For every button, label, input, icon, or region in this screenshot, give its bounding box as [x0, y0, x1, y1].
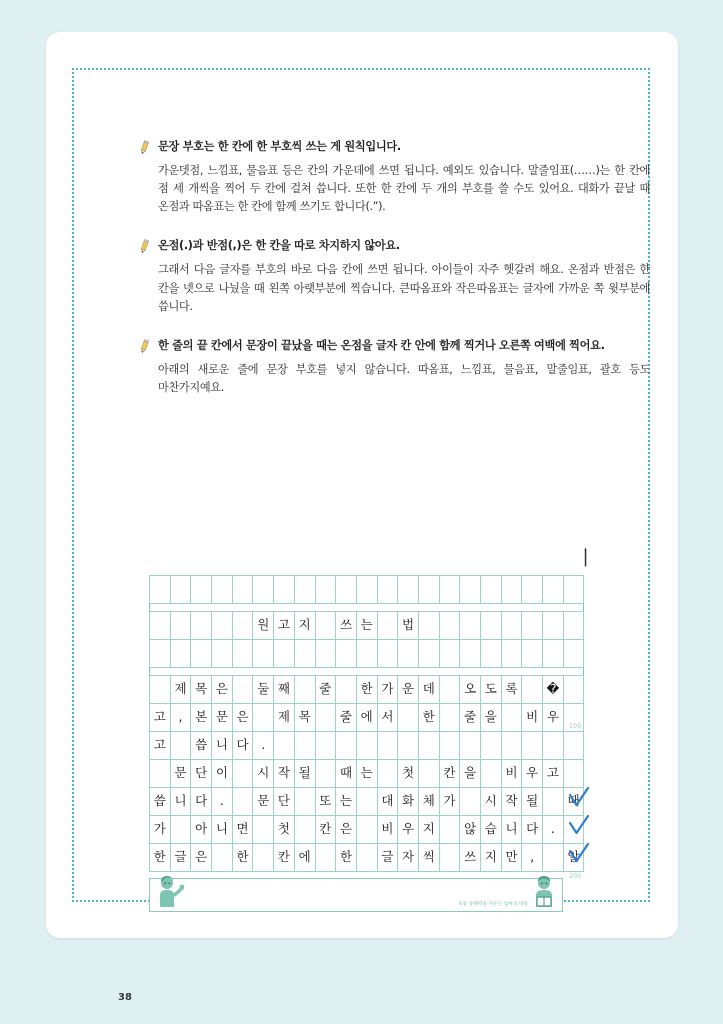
manuscript-cell[interactable]: 째 [274, 676, 295, 704]
manuscript-grid-area [149, 546, 594, 912]
manuscript-cell[interactable] [191, 612, 212, 640]
section-1-heading-row [138, 139, 650, 155]
manuscript-cell[interactable] [170, 816, 191, 844]
manuscript-cell[interactable] [418, 640, 439, 668]
manuscript-cell[interactable]: 다 [522, 816, 543, 844]
manuscript-cell[interactable] [315, 760, 336, 788]
manuscript-row-spacer [150, 668, 584, 676]
manuscript-cell[interactable] [150, 576, 171, 604]
manuscript-cell[interactable]: , [522, 844, 543, 872]
manuscript-cell[interactable] [418, 576, 439, 604]
manuscript-cell[interactable]: 서 [377, 704, 398, 732]
manuscript-cell[interactable]: 우 [543, 704, 564, 732]
manuscript-cell[interactable] [274, 640, 295, 668]
manuscript-cell[interactable] [501, 704, 522, 732]
manuscript-cell[interactable] [501, 612, 522, 640]
manuscript-cell[interactable]: 작 [274, 760, 295, 788]
manuscript-cell[interactable] [212, 640, 233, 668]
pencil-icon [138, 339, 151, 354]
manuscript-row [150, 788, 584, 816]
manuscript-cell[interactable] [150, 612, 171, 640]
ruler-marker: 100 [569, 723, 582, 730]
manuscript-cell[interactable]: 될 [522, 788, 543, 816]
manuscript-row [150, 732, 584, 760]
manuscript-cell[interactable]: 지 [481, 844, 502, 872]
manuscript-cell[interactable]: 만 [501, 844, 522, 872]
manuscript-cell[interactable]: 문 [212, 704, 233, 732]
manuscript-cell[interactable] [294, 640, 315, 668]
manuscript-cell[interactable]: 제 [170, 676, 191, 704]
manuscript-cell[interactable] [460, 576, 481, 604]
manuscript-cell[interactable]: 씁 [150, 788, 171, 816]
manuscript-cell[interactable]: 운 [398, 676, 419, 704]
manuscript-cell[interactable]: 둘 [253, 676, 274, 704]
manuscript-cell[interactable] [315, 640, 336, 668]
manuscript-cell[interactable] [418, 760, 439, 788]
manuscript-cell[interactable] [212, 612, 233, 640]
manuscript-cell[interactable] [232, 576, 253, 604]
manuscript-cell[interactable] [481, 612, 502, 640]
manuscript-cell[interactable] [356, 640, 377, 668]
manuscript-cell[interactable] [460, 640, 481, 668]
manuscript-cell[interactable] [315, 576, 336, 604]
manuscript-cell[interactable] [336, 732, 357, 760]
manuscript-cell[interactable] [232, 612, 253, 640]
manuscript-cell[interactable]: 우 [522, 760, 543, 788]
manuscript-cell[interactable]: 한 [356, 676, 377, 704]
section-3 [138, 338, 650, 397]
section-3-heading: 한 줄의 끝 칸에서 문장이 끝났을 때는 온점을 글자 칸 안에 함께 찍거나 오른쪽 여백에 찍어요. [158, 338, 605, 352]
manuscript-cell[interactable]: 글 [377, 844, 398, 872]
manuscript-cell[interactable]: 도 [481, 676, 502, 704]
manuscript-cell[interactable]: . [253, 732, 274, 760]
manuscript-cell[interactable] [563, 732, 584, 760]
manuscript-cell[interactable]: 첫 [398, 760, 419, 788]
manuscript-cell[interactable]: 는 [356, 760, 377, 788]
section-3-heading-row [138, 338, 650, 354]
manuscript-cell[interactable]: 않 [460, 816, 481, 844]
manuscript-cell[interactable] [377, 760, 398, 788]
manuscript-cell[interactable] [418, 612, 439, 640]
student-illustration [529, 875, 559, 911]
manuscript-cell[interactable] [315, 732, 336, 760]
manuscript-cell[interactable] [150, 640, 171, 668]
check-mark-icon [567, 842, 591, 866]
manuscript-cell[interactable]: 자 [398, 844, 419, 872]
manuscript-cell[interactable] [356, 576, 377, 604]
manuscript-cell[interactable] [294, 676, 315, 704]
manuscript-cell[interactable]: 줄 [315, 676, 336, 704]
manuscript-cell[interactable]: 은 [232, 704, 253, 732]
manuscript-cell[interactable]: 우 [398, 816, 419, 844]
manuscript-cell[interactable] [377, 732, 398, 760]
manuscript-cell[interactable]: 고 [543, 760, 564, 788]
manuscript-cell[interactable]: 칸 [315, 816, 336, 844]
manuscript-cell[interactable] [563, 640, 584, 668]
manuscript-cell[interactable] [481, 760, 502, 788]
manuscript-cell[interactable] [522, 612, 543, 640]
manuscript-cell[interactable]: 단 [191, 760, 212, 788]
manuscript-cell[interactable]: 체 [418, 788, 439, 816]
manuscript-cell[interactable]: 비 [501, 760, 522, 788]
manuscript-cell[interactable] [212, 576, 233, 604]
footer-illustration-bar [149, 878, 563, 912]
manuscript-cell[interactable] [356, 816, 377, 844]
manuscript-cell[interactable]: 단 [274, 788, 295, 816]
manuscript-cell[interactable]: 가 [150, 816, 171, 844]
manuscript-row [150, 576, 584, 604]
section-1-body: 가운뎃점, 느낌표, 물음표 등은 칸의 가운데에 쓰면 됩니다. 예외도 있습니다. 말줄임표(……)는 한 칸에 점 세 개씩을 찍어 두 칸에 걸쳐 씁니다. 또한 한 칸에 두 개의 부호를 쓸 수도 있어요. 대화가 끝날 때 온점과 따옴표는 한 칸에 함께 쓰기도 합니다(.”). [158, 164, 650, 214]
manuscript-cell[interactable] [439, 844, 460, 872]
manuscript-cell[interactable] [543, 576, 564, 604]
manuscript-row [150, 816, 584, 844]
check-mark-icon [567, 786, 591, 810]
manuscript-cell[interactable]: 씩 [418, 844, 439, 872]
manuscript-cell[interactable] [170, 640, 191, 668]
manuscript-cell[interactable] [377, 576, 398, 604]
manuscript-cell[interactable] [481, 640, 502, 668]
manuscript-row [150, 844, 584, 872]
manuscript-cell[interactable] [191, 640, 212, 668]
manuscript-cell[interactable] [522, 576, 543, 604]
manuscript-cell[interactable]: 니 [170, 788, 191, 816]
manuscript-cell[interactable]: 시 [481, 788, 502, 816]
manuscript-cell[interactable] [460, 732, 481, 760]
manuscript-row [150, 704, 584, 732]
section-2-body: 그래서 다음 글자를 부호의 바로 다음 칸에 쓰면 됩니다. 아이들이 자주 헷갈려 해요. 온점과 반점은 한 칸을 넷으로 나눴을 때 왼쪽 아랫부분에 찍습니다. 큰따옴표와 작은따옴표는 글자에 가까운 쪽 윗부분에 씁니다. [158, 263, 650, 313]
manuscript-cell[interactable]: 고 [150, 732, 171, 760]
manuscript-cell[interactable] [212, 844, 233, 872]
manuscript-cell[interactable]: 을 [481, 704, 502, 732]
manuscript-table [149, 575, 584, 872]
manuscript-cell[interactable] [150, 760, 171, 788]
manuscript-cell[interactable] [398, 704, 419, 732]
section-3-body: 아래의 새로운 줄에 문장 부호를 넣지 않습니다. 따옴표, 느낌표, 물음표, 말줄임표, 괄호 등도 마찬가지예요. [158, 362, 650, 394]
manuscript-cell[interactable]: 글 [170, 844, 191, 872]
manuscript-cell[interactable] [481, 576, 502, 604]
manuscript-cell[interactable] [543, 732, 564, 760]
manuscript-cell[interactable]: 니 [212, 816, 233, 844]
manuscript-cell[interactable]: 칸 [439, 760, 460, 788]
manuscript-cell[interactable]: 습 [481, 816, 502, 844]
manuscript-cell[interactable] [253, 844, 274, 872]
manuscript-cell[interactable]: 한 [418, 704, 439, 732]
manuscript-cell[interactable] [294, 788, 315, 816]
manuscript-cell[interactable]: . [543, 816, 564, 844]
manuscript-cell[interactable]: 가 [439, 788, 460, 816]
manuscript-cell[interactable] [439, 816, 460, 844]
manuscript-cell[interactable] [439, 732, 460, 760]
manuscript-cell[interactable]: 지 [294, 612, 315, 640]
manuscript-cell[interactable] [563, 676, 584, 704]
manuscript-cell[interactable] [253, 704, 274, 732]
manuscript-cell[interactable] [294, 576, 315, 604]
section-2-heading: 온점(.)과 반점(,)은 한 칸을 따로 차지하지 않아요. [158, 239, 400, 253]
manuscript-cell[interactable]: 원 [253, 612, 274, 640]
manuscript-cell[interactable]: 때 [563, 788, 584, 816]
manuscript-cell[interactable]: 화 [398, 788, 419, 816]
pencil-icon [138, 239, 151, 254]
manuscript-cell[interactable]: 다 [191, 788, 212, 816]
section-2-heading-row [138, 238, 650, 254]
manuscript-cell[interactable] [481, 732, 502, 760]
manuscript-cell[interactable]: 에 [356, 704, 377, 732]
manuscript-cell[interactable] [563, 612, 584, 640]
manuscript-cell[interactable] [315, 704, 336, 732]
manuscript-cell[interactable] [377, 612, 398, 640]
manuscript-row [150, 760, 584, 788]
manuscript-cell[interactable] [501, 576, 522, 604]
manuscript-cell[interactable]: 는 [356, 612, 377, 640]
manuscript-cell[interactable]: 이 [212, 760, 233, 788]
manuscript-cell[interactable] [336, 576, 357, 604]
manuscript-cell[interactable]: 쓰 [336, 612, 357, 640]
manuscript-cell[interactable]: 알 [563, 844, 584, 872]
manuscript-cell[interactable] [563, 576, 584, 604]
manuscript-cell[interactable]: 고 [274, 612, 295, 640]
manuscript-spacer-cell [150, 668, 584, 676]
manuscript-cell[interactable]: 목 [294, 704, 315, 732]
manuscript-cell[interactable] [522, 732, 543, 760]
manuscript-cell[interactable]: 고 [150, 704, 171, 732]
manuscript-cell[interactable]: 될 [294, 760, 315, 788]
manuscript-cell[interactable] [232, 760, 253, 788]
manuscript-cell[interactable] [150, 676, 171, 704]
manuscript-row [150, 612, 584, 640]
manuscript-cell[interactable] [191, 576, 212, 604]
manuscript-cell[interactable]: 가 [377, 676, 398, 704]
manuscript-cell[interactable] [501, 732, 522, 760]
manuscript-cell[interactable] [439, 576, 460, 604]
page-sheet [46, 32, 678, 1003]
manuscript-cell[interactable] [398, 640, 419, 668]
section-1 [138, 139, 650, 216]
manuscript-cell[interactable]: 은 [191, 844, 212, 872]
manuscript-cell[interactable] [356, 788, 377, 816]
manuscript-cell[interactable] [418, 732, 439, 760]
manuscript-cell[interactable] [543, 640, 564, 668]
manuscript-cell[interactable] [253, 576, 274, 604]
manuscript-cell[interactable]: 문 [170, 760, 191, 788]
manuscript-cell[interactable]: 오 [460, 676, 481, 704]
manuscript-cell[interactable] [398, 576, 419, 604]
manuscript-cell[interactable]: 문 [253, 788, 274, 816]
manuscript-cell[interactable]: 한 [336, 844, 357, 872]
manuscript-cell[interactable]: 시 [253, 760, 274, 788]
manuscript-cell[interactable] [501, 640, 522, 668]
manuscript-cell[interactable]: . [212, 788, 233, 816]
manuscript-cell[interactable] [170, 576, 191, 604]
manuscript-cell[interactable] [439, 704, 460, 732]
manuscript-cell[interactable]: 데 [418, 676, 439, 704]
manuscript-cell[interactable] [543, 612, 564, 640]
manuscript-cell[interactable]: 지 [418, 816, 439, 844]
manuscript-cell[interactable]: 제 [274, 704, 295, 732]
manuscript-cell[interactable] [294, 732, 315, 760]
manuscript-cell[interactable] [377, 640, 398, 668]
manuscript-cell[interactable] [439, 640, 460, 668]
manuscript-cell[interactable]: 씁 [191, 732, 212, 760]
manuscript-cell[interactable]: 첫 [274, 816, 295, 844]
manuscript-cell[interactable] [522, 640, 543, 668]
manuscript-cell[interactable]: 비 [522, 704, 543, 732]
teacher-illustration [154, 875, 184, 911]
section-2 [138, 238, 650, 315]
ruler-marker: 200 [569, 873, 582, 880]
section-1-heading: 문장 부호는 한 칸에 한 부호씩 쓰는 게 원칙입니다. [158, 140, 401, 153]
manuscript-cell[interactable]: 대 [377, 788, 398, 816]
manuscript-cell[interactable]: 칸 [274, 844, 295, 872]
manuscript-cell[interactable]: 에 [294, 844, 315, 872]
manuscript-cell[interactable] [170, 612, 191, 640]
manuscript-row [150, 676, 584, 704]
manuscript-cell[interactable] [543, 788, 564, 816]
manuscript-cell[interactable] [274, 732, 295, 760]
manuscript-cell[interactable]: 은 [212, 676, 233, 704]
manuscript-cell[interactable] [522, 676, 543, 704]
manuscript-cell[interactable] [439, 612, 460, 640]
manuscript-cell[interactable] [315, 612, 336, 640]
manuscript-cell[interactable] [356, 732, 377, 760]
manuscript-cell[interactable] [170, 732, 191, 760]
manuscript-cell[interactable] [232, 640, 253, 668]
manuscript-cell[interactable]: , [170, 704, 191, 732]
manuscript-cell[interactable] [336, 640, 357, 668]
manuscript-cell[interactable]: 니 [501, 816, 522, 844]
manuscript-cell[interactable]: 목 [191, 676, 212, 704]
manuscript-cell[interactable]: 줄 [336, 704, 357, 732]
manuscript-cell[interactable] [232, 676, 253, 704]
sections-container [138, 139, 650, 419]
footer-brand-text: 초등 문해력을 키우는 엄마의 비밀 [458, 902, 528, 907]
manuscript-cell[interactable] [398, 732, 419, 760]
manuscript-cell[interactable] [274, 576, 295, 604]
manuscript-cell[interactable]: 비 [377, 816, 398, 844]
manuscript-cell[interactable]: 다 [232, 732, 253, 760]
pen-stroke-mark: ❘ [578, 546, 594, 567]
manuscript-cell[interactable]: 아 [191, 816, 212, 844]
manuscript-cell[interactable]: 록 [501, 676, 522, 704]
manuscript-cell[interactable]: 면 [232, 816, 253, 844]
manuscript-cell[interactable] [460, 612, 481, 640]
manuscript-cell[interactable]: 본 [191, 704, 212, 732]
manuscript-cell[interactable] [460, 788, 481, 816]
manuscript-cell[interactable] [253, 640, 274, 668]
manuscript-cell[interactable]: 작 [501, 788, 522, 816]
manuscript-cell[interactable]: 는 [336, 788, 357, 816]
manuscript-cell[interactable] [294, 816, 315, 844]
manuscript-cell[interactable] [253, 816, 274, 844]
manuscript-cell[interactable]: 을 [460, 760, 481, 788]
manuscript-cell[interactable]: 한 [150, 844, 171, 872]
pencil-icon [138, 140, 151, 155]
manuscript-spacer-cell [150, 604, 584, 612]
manuscript-cell[interactable]: 법 [398, 612, 419, 640]
manuscript-cell[interactable] [563, 760, 584, 788]
page-number: 38 [118, 992, 132, 1003]
manuscript-cell[interactable]: 은 [336, 816, 357, 844]
manuscript-row [150, 640, 584, 668]
manuscript-cell[interactable]: 쓰 [460, 844, 481, 872]
manuscript-cell[interactable]: 한 [232, 844, 253, 872]
manuscript-cell[interactable]: 니 [212, 732, 233, 760]
manuscript-cell[interactable] [439, 676, 460, 704]
manuscript-cell[interactable]: � [543, 676, 564, 704]
manuscript-cell[interactable] [356, 844, 377, 872]
manuscript-cell[interactable] [543, 844, 564, 872]
manuscript-cell[interactable] [232, 788, 253, 816]
check-mark-icon [567, 814, 591, 838]
manuscript-row-spacer [150, 604, 584, 612]
manuscript-cell[interactable]: 줄 [460, 704, 481, 732]
manuscript-cell[interactable] [336, 676, 357, 704]
manuscript-cell[interactable]: 때 [336, 760, 357, 788]
manuscript-cell[interactable] [315, 844, 336, 872]
manuscript-cell[interactable]: 또 [315, 788, 336, 816]
